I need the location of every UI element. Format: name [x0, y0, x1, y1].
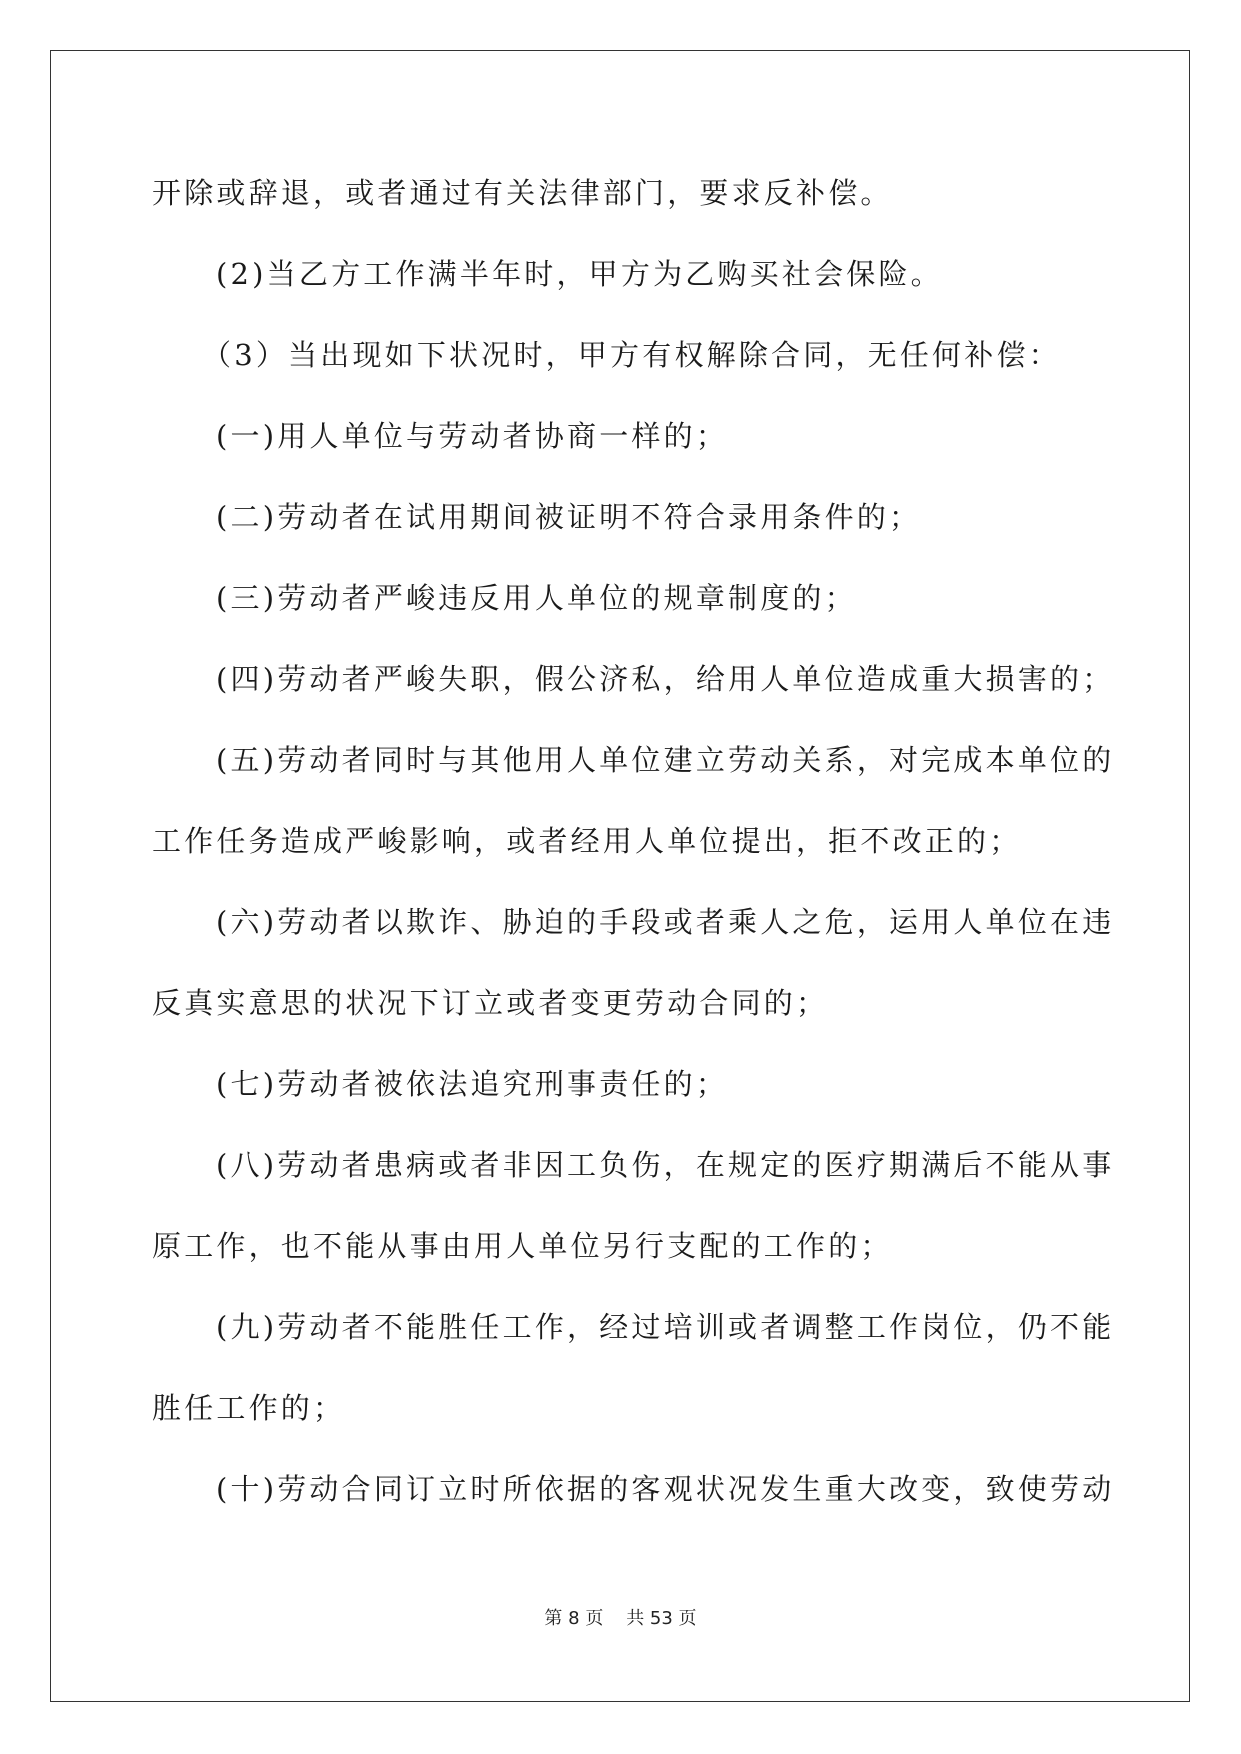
text-line-8: (五)劳动者同时与其他用人单位建立劳动关系，对完成本单位的	[216, 743, 1115, 777]
text-line-2: (2)当乙方工作满半年时，甲方为乙购买社会保险。	[216, 257, 943, 291]
text-line-7: (四)劳动者严峻失职，假公济私，给用人单位造成重大损害的；	[216, 662, 1115, 696]
document-body	[152, 165, 1115, 1542]
text-line-10: (六)劳动者以欺诈、胁迫的手段或者乘人之危，运用人单位在违	[216, 905, 1115, 939]
text-line-12: (七)劳动者被依法追究刑事责任的；	[216, 1067, 729, 1101]
text-line-17: (十)劳动合同订立时所依据的客观状况发生重大改变，致使劳动	[216, 1472, 1115, 1506]
text-line-15: (九)劳动者不能胜任工作，经过培训或者调整工作岗位，仍不能	[216, 1310, 1115, 1344]
text-line-13: (八)劳动者患病或者非因工负伤，在规定的医疗期满后不能从事	[216, 1148, 1115, 1182]
text-line-5: (二)劳动者在试用期间被证明不符合录用条件的；	[216, 500, 922, 534]
text-line-11: 反真实意思的状况下订立或者变更劳动合同的；	[152, 986, 829, 1020]
text-line-6: (三)劳动者严峻违反用人单位的规章制度的；	[216, 581, 857, 615]
text-line-16: 胜任工作的；	[152, 1391, 346, 1425]
text-line-9: 工作任务造成严峻影响，或者经用人单位提出，拒不改正的；	[152, 824, 1022, 858]
text-line-4: (一)用人单位与劳动者协商一样的；	[216, 419, 729, 453]
text-line-3: （3）当出现如下状况时，甲方有权解除合同，无任何补偿：	[202, 338, 1061, 372]
page-number-footer: 第 8 页 共 53 页	[544, 1608, 697, 1629]
text-line-14: 原工作，也不能从事由用人单位另行支配的工作的；	[152, 1229, 893, 1263]
text-line-1: 开除或辞退，或者通过有关法律部门，要求反补偿。	[152, 176, 893, 210]
